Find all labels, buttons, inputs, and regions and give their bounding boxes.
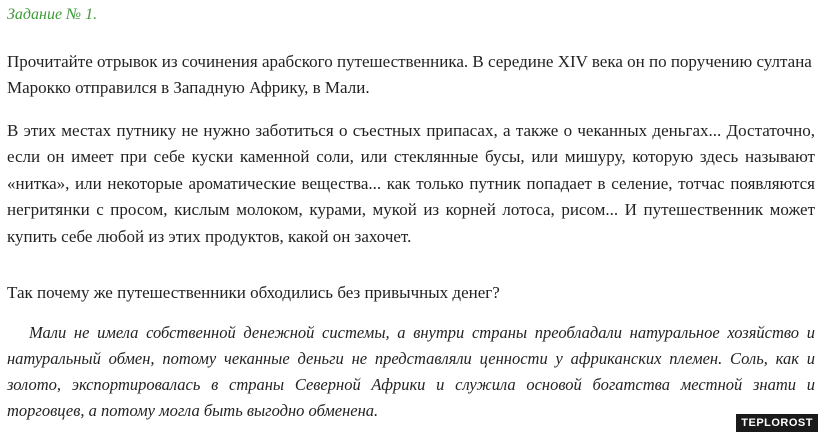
watermark-logo: TEPLOROST bbox=[736, 414, 818, 432]
excerpt-paragraph: В этих местах путнику не нужно заботиться о съестных припасах, а также о чеканных деньгах... Достаточно, если он имеет при себе куски каменной соли, или стеклянные бусы, или мишуру, которую здесь называют «нитка», или некоторые ароматические вещества... как только путник попадает в селение, тотчас появляются негритянки с просом, кислым молоком, курами, мукой из корней лотоса, рисом... И путешественник может купить себе любой из этих продуктов, какой он захочет. bbox=[7, 121, 815, 246]
intro-paragraph: Прочитайте отрывок из сочинения арабского путешественника. В середине XIV века он по поручению султана Марокко отправился в Западную Африку, в Мали. bbox=[7, 52, 812, 97]
task-title: Задание № 1. bbox=[7, 6, 98, 23]
question-text: Так почему же путешественники обходились без привычных денег? bbox=[7, 283, 500, 302]
answer-paragraph: Мали не имела собственной денежной системы, а внутри страны преобладали натуральное хозяйство и натуральный обмен, потому чеканные деньги не представляли ценности у африканских племен. Соль, как и золото, экспортировалась в страны Северной Африки и служила основой богатства местной знати и торговцев, а потому могла быть выгодно обменена. bbox=[7, 323, 815, 420]
